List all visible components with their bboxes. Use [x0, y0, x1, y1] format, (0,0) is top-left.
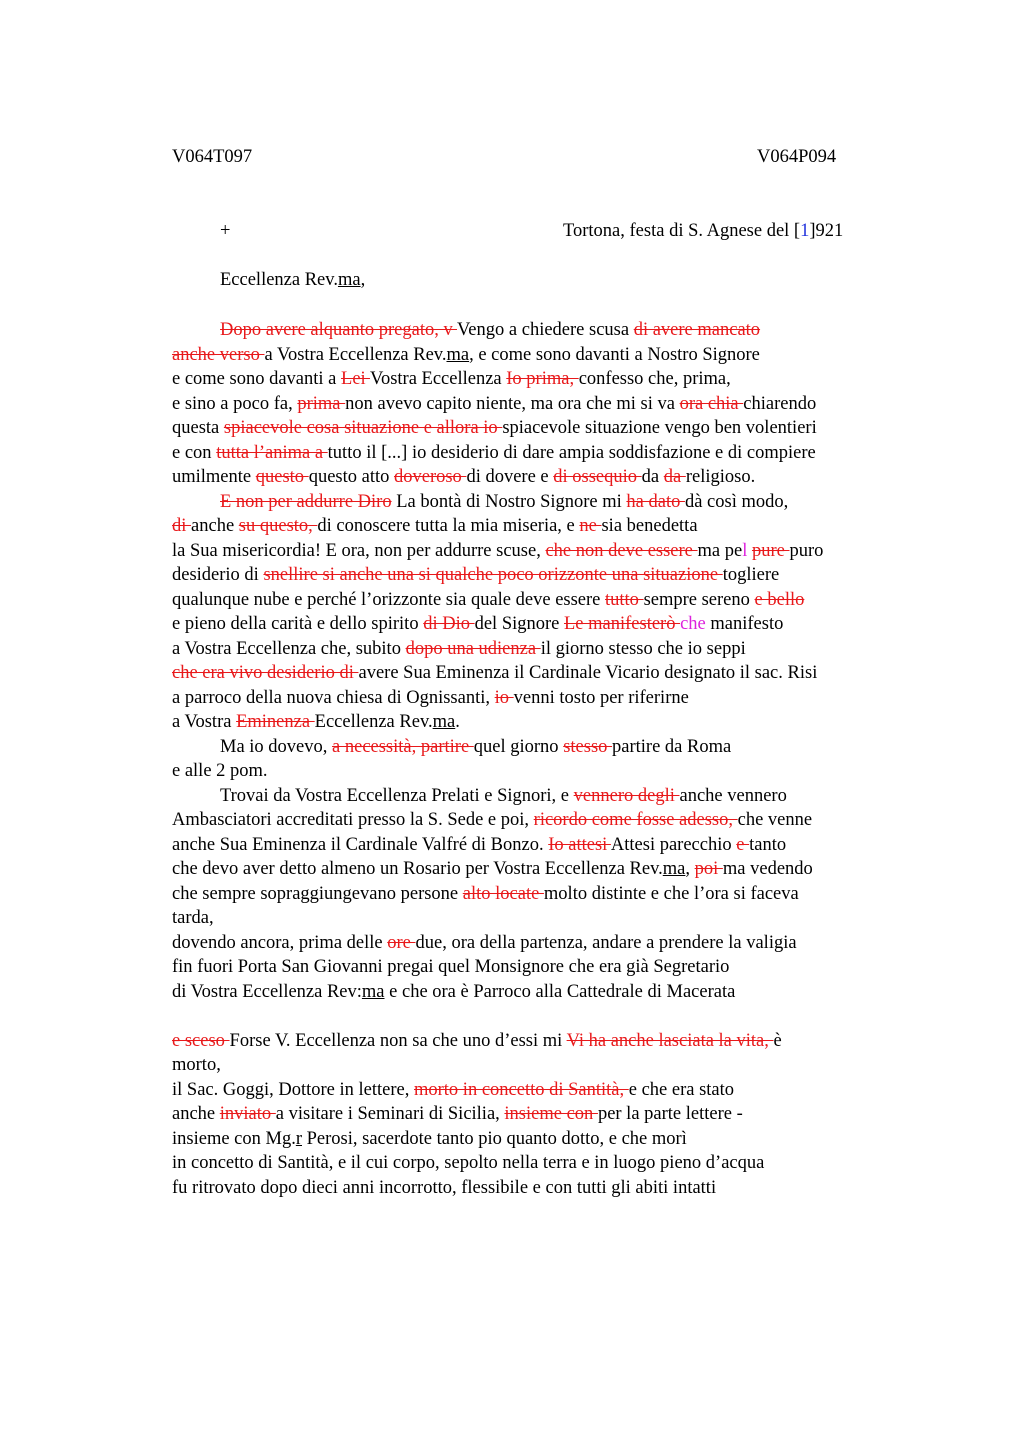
text-segment: ma pe: [697, 540, 743, 561]
text-segment: e come sono davanti a: [172, 369, 342, 389]
text-segment: religioso.: [685, 467, 756, 487]
text-line: [172, 392, 912, 417]
text-line: [172, 1151, 912, 1176]
inserted-text: l: [742, 540, 748, 561]
text-segment: e con: [172, 442, 217, 463]
text-segment: umilmente: [172, 467, 256, 487]
text-line: [172, 1127, 912, 1152]
deleted-text: Io prima,: [506, 369, 579, 389]
text-line: [172, 514, 912, 539]
dateline: [563, 221, 843, 242]
text-segment: togliere: [722, 565, 780, 585]
deleted-text: che era vivo desiderio di: [172, 663, 359, 683]
text-segment: anche vennero: [679, 785, 787, 806]
text-segment: tanto: [749, 834, 787, 855]
deleted-text: dopo una udienza: [405, 638, 541, 659]
text-segment: che devo aver detto almeno un Rosario per Vostra Eccellenza Rev.: [172, 859, 663, 879]
text-segment: a parroco della nuova chiesa di Ognissanti,: [172, 687, 495, 708]
dateline-text: Tortona, festa di S. Agnese del [: [563, 221, 801, 241]
deleted-text: morto in concetto di Santità,: [413, 1079, 629, 1100]
deleted-text: Eminenza: [236, 712, 315, 732]
deleted-text: prima: [297, 393, 346, 414]
deleted-text: ha dato: [626, 491, 685, 512]
text-segment: a visitare i Seminari di Sicilia,: [275, 1104, 505, 1124]
inserted-text: che: [680, 614, 706, 634]
text-segment: di dovere e: [466, 467, 554, 487]
text-segment: non avevo capito niente, ma ora che mi si va: [345, 393, 680, 414]
deleted-text: di Dio: [423, 614, 475, 634]
text-line: [172, 465, 912, 490]
salutation-text: Eccellenza Rev.: [220, 270, 338, 290]
text-line: [172, 686, 912, 711]
deleted-text: Lei: [341, 369, 370, 389]
text-line: [172, 588, 912, 613]
salutation-comma: ,: [360, 270, 366, 290]
deleted-text: questo: [255, 467, 309, 487]
text-segment: insieme con Mg.: [172, 1128, 296, 1149]
deleted-text: ore: [387, 932, 416, 953]
text-segment: del Signore: [474, 614, 564, 634]
text-segment: avere Sua Eminenza il Cardinale Vicario designato il sac. Risi: [358, 663, 818, 683]
text-segment: a Vostra Eccellenza Rev.: [264, 344, 447, 365]
underlined-abbrev: ma: [432, 712, 456, 732]
text-segment: quel giorno: [473, 736, 564, 757]
text-segment: ,: [685, 859, 695, 879]
deleted-text: e sceso: [172, 1030, 230, 1051]
salutation: [220, 270, 365, 291]
deleted-text: tutta l’anima a: [216, 442, 328, 463]
text-segment: qualunque nube e perché l’orizzonte sia quale deve essere: [172, 589, 606, 610]
deleted-text: su questo,: [238, 516, 318, 536]
text-segment: Perosi, sacerdote tanto pio quanto dotto, e che morì: [302, 1128, 687, 1149]
text-segment: .: [455, 712, 460, 732]
text-segment: ma vedendo: [722, 859, 813, 879]
text-segment: di Vostra Eccellenza Rev:: [172, 981, 362, 1002]
text-segment: che venne: [737, 810, 813, 830]
text-segment: Attesi parecchio: [610, 834, 737, 855]
deleted-text: pure: [751, 540, 790, 561]
text-segment: il giorno stesso che io seppi: [540, 638, 746, 659]
text-segment: questo atto: [308, 467, 394, 487]
text-segment: è: [773, 1030, 782, 1051]
text-segment: di conoscere tutta la mia miseria, e: [317, 516, 580, 536]
underlined-abbrev: r: [295, 1128, 302, 1149]
deleted-text: poi: [694, 859, 723, 879]
text-line: [172, 980, 912, 1005]
deleted-text: di avere mancato: [633, 320, 761, 340]
text-segment: Vostra Eccellenza: [369, 369, 507, 389]
text-line: [172, 539, 912, 564]
text-segment: la Sua misericordia! E ora, non per addurre scuse,: [172, 540, 546, 561]
text-segment: La bontà di Nostro Signore mi: [391, 491, 627, 512]
text-line: [172, 1029, 912, 1054]
text-line: [172, 490, 912, 515]
text-line: [172, 563, 912, 588]
text-segment: anche Sua Eminenza il Cardinale Valfré di Bonzo.: [172, 834, 549, 855]
text-line: [172, 343, 912, 368]
text-segment: sempre sereno: [643, 589, 755, 610]
cross-mark: +: [220, 221, 231, 241]
text-segment: partire da Roma: [612, 736, 732, 757]
underlined-abbrev: ma: [446, 344, 470, 365]
deleted-text: di ossequio: [553, 467, 642, 487]
text-segment: due, ora della partenza, andare a prendere la valigia: [415, 932, 797, 953]
text-segment: Ambasciatori accreditati presso la S. Sede e poi,: [172, 810, 534, 830]
text-segment: anche: [191, 516, 239, 536]
text-segment: desiderio di: [172, 565, 264, 585]
text-line: [172, 612, 912, 637]
blank-line: [172, 1004, 912, 1029]
dateline-year: ]921: [809, 221, 844, 241]
deleted-text: insieme con: [504, 1104, 598, 1124]
text-segment: per la parte lettere -: [597, 1104, 743, 1124]
deleted-text: spiacevole cosa situazione e allora io: [223, 418, 503, 438]
text-line: [172, 955, 912, 980]
right-reference-code: V064P094: [757, 147, 837, 167]
text-segment: sia benedetta: [601, 516, 698, 536]
deleted-text: ne: [579, 516, 602, 536]
text-segment: Vengo a chiedere scusa: [457, 320, 634, 340]
deleted-text: alto locate: [462, 883, 544, 904]
deleted-text: stesso: [563, 736, 613, 757]
text-segment: che sempre sopraggiungevano persone: [172, 883, 463, 904]
letter-body: [172, 318, 912, 1200]
deleted-text: E non per addurre Diro: [220, 491, 392, 512]
text-line: [172, 661, 912, 686]
text-line: [172, 441, 912, 466]
text-segment: Eccellenza Rev.: [314, 712, 433, 732]
deleted-text: Dopo avere alquanto pregato, v: [220, 320, 457, 340]
salutation-abbrev: ma: [337, 270, 361, 290]
text-line: [172, 1102, 912, 1127]
deleted-text: da: [663, 467, 686, 487]
deleted-text: Io attesi: [548, 834, 611, 855]
deleted-text: a necessità, partire: [332, 736, 474, 757]
text-line: [172, 367, 912, 392]
text-line: [172, 882, 912, 907]
text-line: [172, 784, 912, 809]
text-segment: il Sac. Goggi, Dottore in lettere,: [172, 1079, 414, 1100]
text-line: [172, 1053, 912, 1078]
text-segment: chiarendo: [743, 393, 817, 414]
deleted-text: Vi ha anche lasciata la vita,: [566, 1030, 774, 1051]
deleted-text: tutto: [605, 589, 644, 610]
text-segment: , e come sono davanti a Nostro Signore: [469, 344, 760, 365]
deleted-text: io: [494, 687, 514, 708]
underlined-abbrev: ma: [361, 981, 385, 1002]
text-line: [172, 759, 912, 784]
text-segment: fin fuori Porta San Giovanni pregai quel Monsignore che era già Segretario: [172, 957, 730, 977]
deleted-text: vennero degli: [573, 785, 680, 806]
text-segment: venni tosto per riferirne: [513, 687, 689, 708]
text-segment: dà così modo,: [684, 491, 789, 512]
deleted-text: doveroso: [393, 467, 467, 487]
deleted-text: anche verso: [172, 344, 265, 365]
underlined-abbrev: ma: [662, 859, 686, 879]
text-segment: e pieno della carità e dello spirito: [172, 614, 424, 634]
text-line: [172, 931, 912, 956]
text-segment: spiacevole situazione vengo ben volentieri: [502, 418, 817, 438]
deleted-text: snellire si anche una si qualche poco orizzonte una situazione: [263, 565, 723, 585]
deleted-text: di: [172, 516, 192, 536]
deleted-text: ora chia: [679, 393, 744, 414]
text-segment: questa: [172, 418, 224, 438]
deleted-text: inviato: [219, 1104, 276, 1124]
text-segment: e che ora è Parroco alla Cattedrale di Macerata: [384, 981, 736, 1002]
text-segment: Forse V. Eccellenza non sa che uno d’essi mi: [229, 1030, 567, 1051]
text-line: [172, 808, 912, 833]
text-line: [172, 637, 912, 662]
text-segment: puro: [789, 540, 824, 561]
text-segment: confesso che, prima,: [578, 369, 731, 389]
text-segment: morto,: [172, 1055, 221, 1075]
text-segment: Trovai da Vostra Eccellenza Prelati e Signori, e: [220, 785, 574, 806]
text-segment: tarda,: [172, 908, 214, 928]
text-segment: manifesto: [705, 614, 784, 634]
text-line: [172, 735, 912, 760]
text-line: [172, 906, 912, 931]
text-segment: Ma io dovevo,: [220, 736, 333, 757]
text-line: [172, 710, 912, 735]
deleted-text: e: [736, 834, 750, 855]
dateline-editorial-digit: 1: [800, 221, 810, 241]
text-segment: e che era stato: [628, 1079, 735, 1100]
text-line: [172, 857, 912, 882]
deleted-text: che non deve essere: [545, 540, 698, 561]
text-segment: in concetto di Santità, e il cui corpo, sepolto nella terra e in luogo pieno d’acqua: [172, 1153, 765, 1173]
text-segment: fu ritrovato dopo dieci anni incorrotto, flessibile e con tutti gli abiti intatti: [172, 1177, 717, 1198]
deleted-text: e bello: [754, 589, 805, 610]
text-line: [172, 416, 912, 441]
deleted-text: Le manifesterò: [564, 614, 681, 634]
text-line: [172, 1176, 912, 1201]
text-segment: e alle 2 pom.: [172, 761, 268, 781]
text-segment: tutto il [...] io desiderio di dare ampia soddisfazione e di compiere: [327, 442, 816, 463]
deleted-text: ricordo come fosse adesso,: [533, 810, 738, 830]
text-segment: a Vostra: [172, 712, 237, 732]
text-line: [172, 1078, 912, 1103]
text-segment: da: [641, 467, 664, 487]
text-line: [172, 833, 912, 858]
text-segment: e sino a poco fa,: [172, 393, 298, 414]
text-segment: molto distinte e che l’ora si faceva: [543, 883, 799, 904]
text-segment: anche: [172, 1104, 220, 1124]
text-line: [172, 318, 912, 343]
left-reference-code: V064T097: [172, 147, 253, 167]
text-segment: a Vostra Eccellenza che, subito: [172, 638, 406, 659]
text-segment: dovendo ancora, prima delle: [172, 932, 388, 953]
